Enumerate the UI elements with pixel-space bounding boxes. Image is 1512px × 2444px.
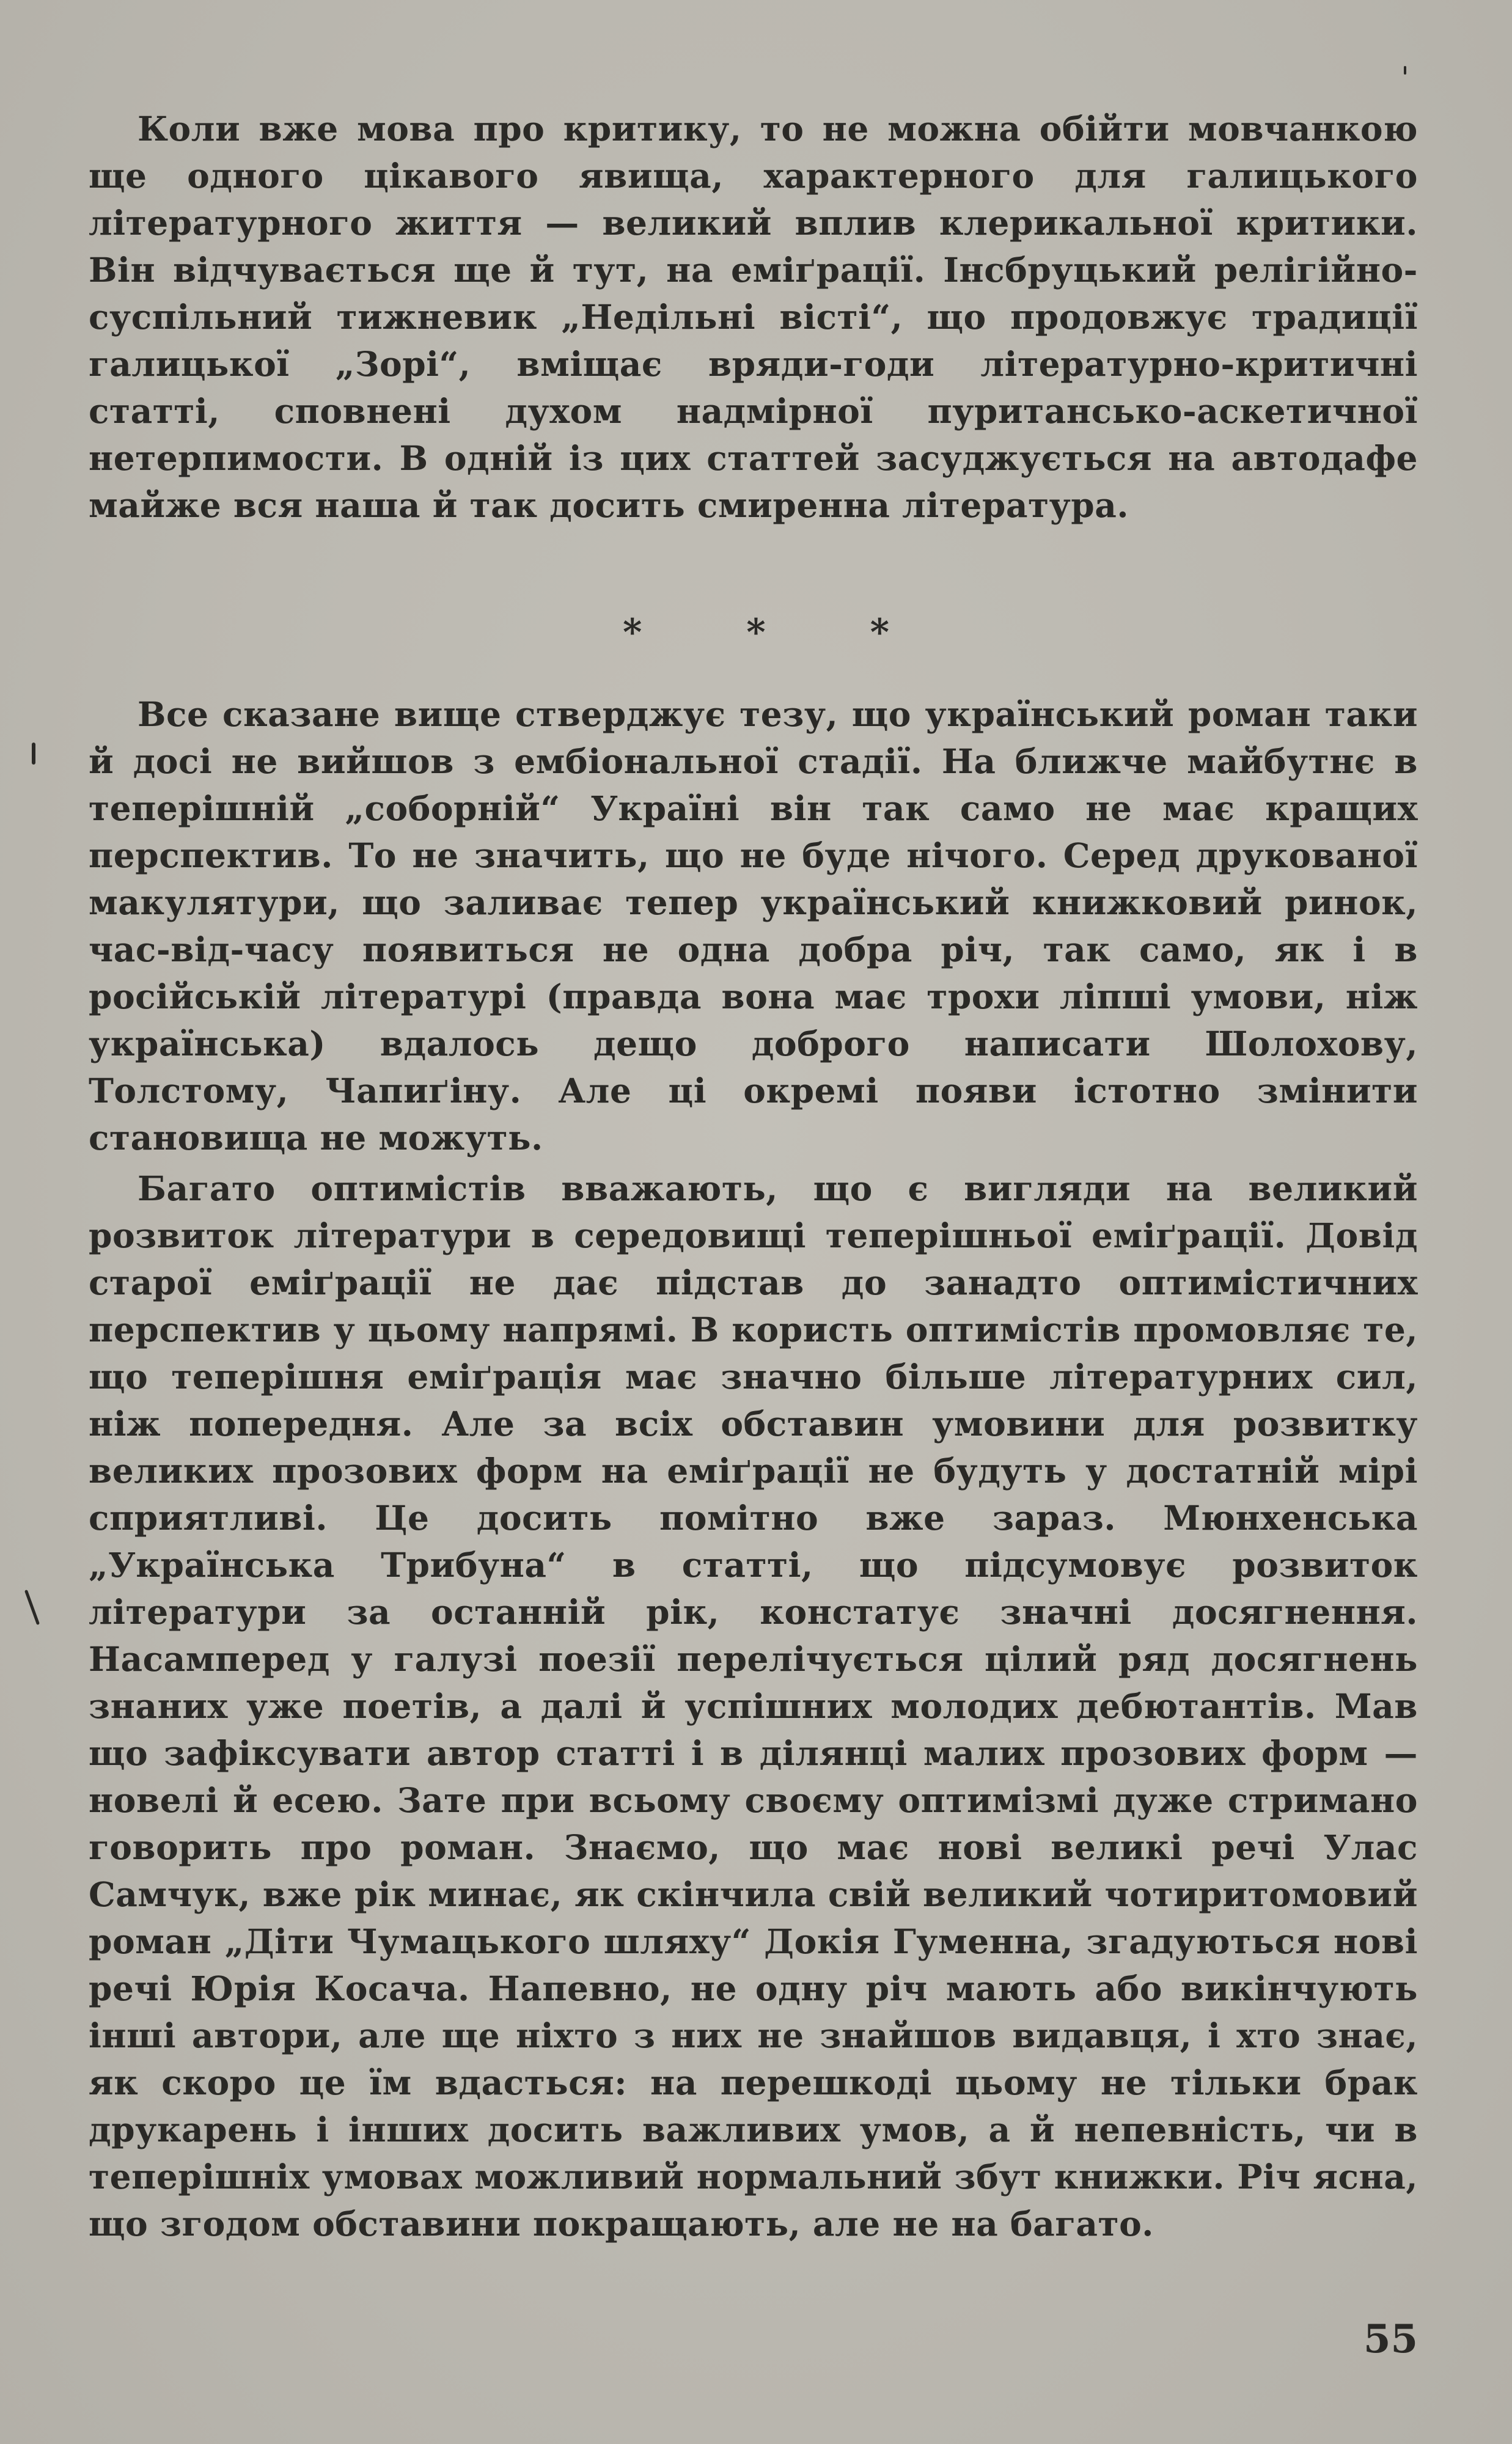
paragraph-text: Багато оптимістів вважають, що є вигляди на великий розвиток літератури в середовищі теперішньої еміґрації. Довід старої еміґрації не дає підстав до занадто оптимістичних перспектив у цьому напрямі. В користь оптимістів промовляє те, що теперішня еміґрація має значно більше літературних сил, ніж попередня. Але за всіх обставин умовини для розвитку великих прозових форм на еміґрації не будуть у достатній мірі сприятливі. Це досить помітно вже зараз. Мюнхенська „Українська Трибуна“ в статті, що підсумовує розвиток літератури за останній рік, констатує значні досягнення. Насамперед у галузі поезії перелічується цілий ряд досягнень знаних уже поетів, а далі й успішних молодих дебютантів. Мав що зафіксувати автор статті і в ділянці малих прозових форм — новелі й есею. Зате при всьому своєму оптимізмі дуже стримано говорить про роман. Знаємо, що має нові великі речі Улас Самчук, вже рік минає, як скінчила свій великий чотиритомовий роман „Діти Чумацького шляху“ Докія Гуменна, згадуються нові речі Юрія Косача. Напевно, не одну річ мають або викінчують інші автори, але ще ніхто з них не знайшов видавця, і хто знає, як скоро це їм вдасться: на перешкоді цьому не тільки брак друкарень і інших досить важливих умов, а й непевність, чи в теперішніх умовах можливий нормальний збут книжки. Річ ясна, що згодом обставини покращають, але не на багато. [89,1169,1418,2244]
margin-tick-mark [32,743,35,765]
paragraph-optimists [89,1165,1418,2247]
paragraph-novel-thesis [89,691,1418,1161]
section-divider: * * * [623,611,889,654]
paragraph-text: Коли вже мова про критику, то не можна обійти мовчанкою ще одного цікавого явища, характерного для галицького літературного життя — великий вплив клерикальної критики. Він відчувається ще й тут, на еміґрації. Інсбруцький релігійно-суспільний тижневик „Недільні вісті“, що продовжує традиції галицької „Зорі“, вміщає вряди-годи літературно-критичні статті, сповнені духом надмірної пуританськo-аскетичної нетерпимости. В одній із цих статтей засуджується на автодафе майже вся наша й так досить смиренна література. [89,109,1418,525]
margin-tick-mark [1404,66,1406,75]
page-number: 55 [1363,2316,1418,2362]
margin-tick-mark [24,1590,40,1625]
paragraph-criticism [89,105,1418,529]
paragraph-text: Все сказане вище стверджує тезу, що український роман таки й досі не вийшов з ембіональної стадії. На ближче майбутнє в теперішній „соборній“ Україні він так само не має кращих перспектив. То не значить, що не буде нічого. Серед друкованої макулятури, що заливає тепер український книжковий ринок, час-від-часу появиться не одна добра річ, так само, як і в російській літературі (правда вона має трохи ліпші умови, ніж українська) вдалось дещо доброго написати Шолохову, Толстому, Чапиґіну. Але ці окремі появи істотно змінити становища не можуть. [89,694,1418,1158]
